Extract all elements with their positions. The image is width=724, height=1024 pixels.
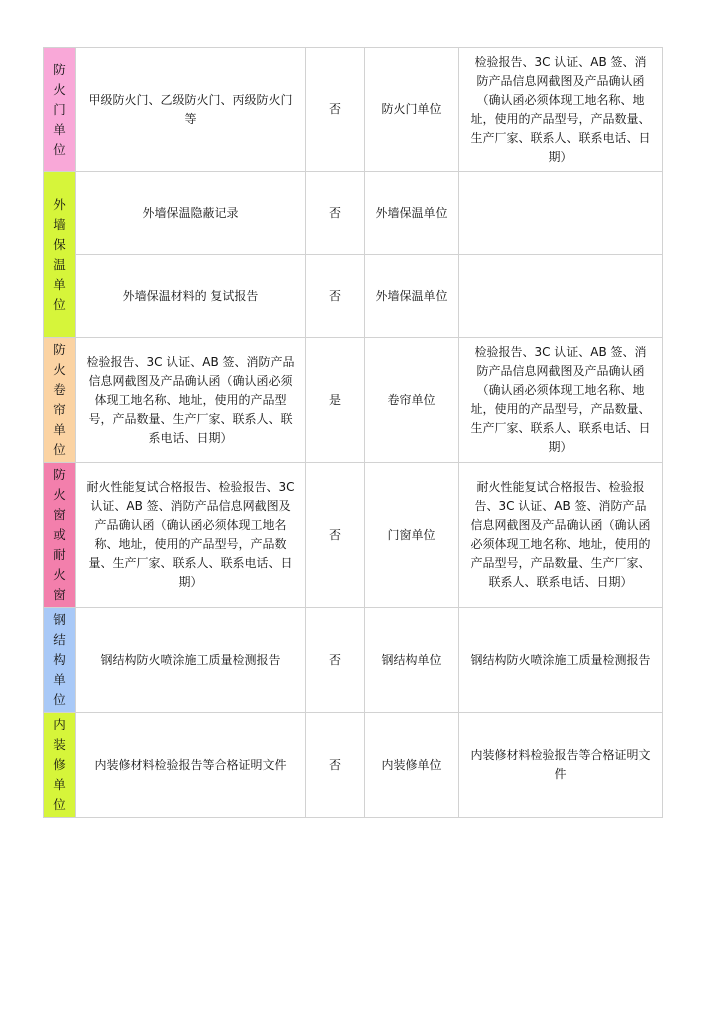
provider-cell: 防火门单位 — [365, 48, 459, 172]
required-cell: 否 — [306, 713, 365, 818]
requirement-cell — [459, 172, 663, 255]
table-row — [44, 338, 663, 463]
required-cell: 否 — [306, 463, 365, 608]
required-cell: 否 — [306, 255, 365, 338]
material-cell: 外墙保温材料的 复试报告 — [76, 255, 306, 338]
unit-label: 内装修单位 — [53, 717, 66, 812]
requirement-cell — [459, 255, 663, 338]
requirement-cell: 内装修材料检验报告等合格证明文件 — [459, 713, 663, 818]
material-cell: 甲级防火门、乙级防火门、丙级防火门等 — [76, 48, 306, 172]
provider-cell: 卷帘单位 — [365, 338, 459, 463]
unit-cell-steel — [44, 608, 76, 713]
unit-cell-fire-door — [44, 48, 76, 172]
table-row — [44, 172, 663, 255]
material-cell: 外墙保温隐蔽记录 — [76, 172, 306, 255]
material-cell: 检验报告、3C 认证、AB 签、消防产品信息网截图及产品确认函（确认函必须体现工地名称、地址，使用的产品型号，产品数量、生产厂家、联系人、联系电话、日期） — [76, 338, 306, 463]
provider-cell: 钢结构单位 — [365, 608, 459, 713]
unit-label: 外墙保温单位 — [53, 196, 66, 312]
unit-label: 防火门单位 — [53, 61, 66, 157]
fire-material-table — [43, 47, 663, 818]
required-cell: 否 — [306, 172, 365, 255]
unit-label: 防火卷帘单位 — [53, 342, 66, 457]
material-cell: 内装修材料检验报告等合格证明文件 — [76, 713, 306, 818]
material-cell: 耐火性能复试合格报告、检验报告、3C 认证、AB 签、消防产品信息网截图及产品确认函（确认函必须体现工地名称、地址，使用的产品型号，产品数量、生产厂家、联系人、联系电话、日期） — [76, 463, 306, 608]
material-cell: 钢结构防火喷涂施工质量检测报告 — [76, 608, 306, 713]
required-cell: 是 — [306, 338, 365, 463]
provider-cell: 内装修单位 — [365, 713, 459, 818]
table-row — [44, 255, 663, 338]
requirement-cell: 钢结构防火喷涂施工质量检测报告 — [459, 608, 663, 713]
required-cell: 否 — [306, 48, 365, 172]
requirement-cell: 检验报告、3C 认证、AB 签、消防产品信息网截图及产品确认函（确认函必须体现工地名称、地址，使用的产品型号，产品数量、生产厂家、联系人、联系电话、日期） — [459, 48, 663, 172]
provider-cell: 门窗单位 — [365, 463, 459, 608]
unit-cell-insulation — [44, 172, 76, 338]
unit-label: 防火窗或耐火窗 — [53, 467, 66, 602]
requirement-cell: 耐火性能复试合格报告、检验报告、3C 认证、AB 签、消防产品信息网截图及产品确认函（确认函必须体现工地名称、地址，使用的产品型号，产品数量、生产厂家、联系人、联系电话、日期） — [459, 463, 663, 608]
unit-cell-shutter — [44, 338, 76, 463]
table-row — [44, 463, 663, 608]
table-row — [44, 713, 663, 818]
provider-cell: 外墙保温单位 — [365, 255, 459, 338]
provider-cell: 外墙保温单位 — [365, 172, 459, 255]
unit-label: 钢结构单位 — [53, 612, 66, 707]
table-row — [44, 48, 663, 172]
table-row — [44, 608, 663, 713]
unit-cell-fire-window — [44, 463, 76, 608]
requirement-cell: 检验报告、3C 认证、AB 签、消防产品信息网截图及产品确认函（确认函必须体现工地名称、地址，使用的产品型号，产品数量、生产厂家、联系人、联系电话、日期） — [459, 338, 663, 463]
unit-cell-decoration — [44, 713, 76, 818]
required-cell: 否 — [306, 608, 365, 713]
